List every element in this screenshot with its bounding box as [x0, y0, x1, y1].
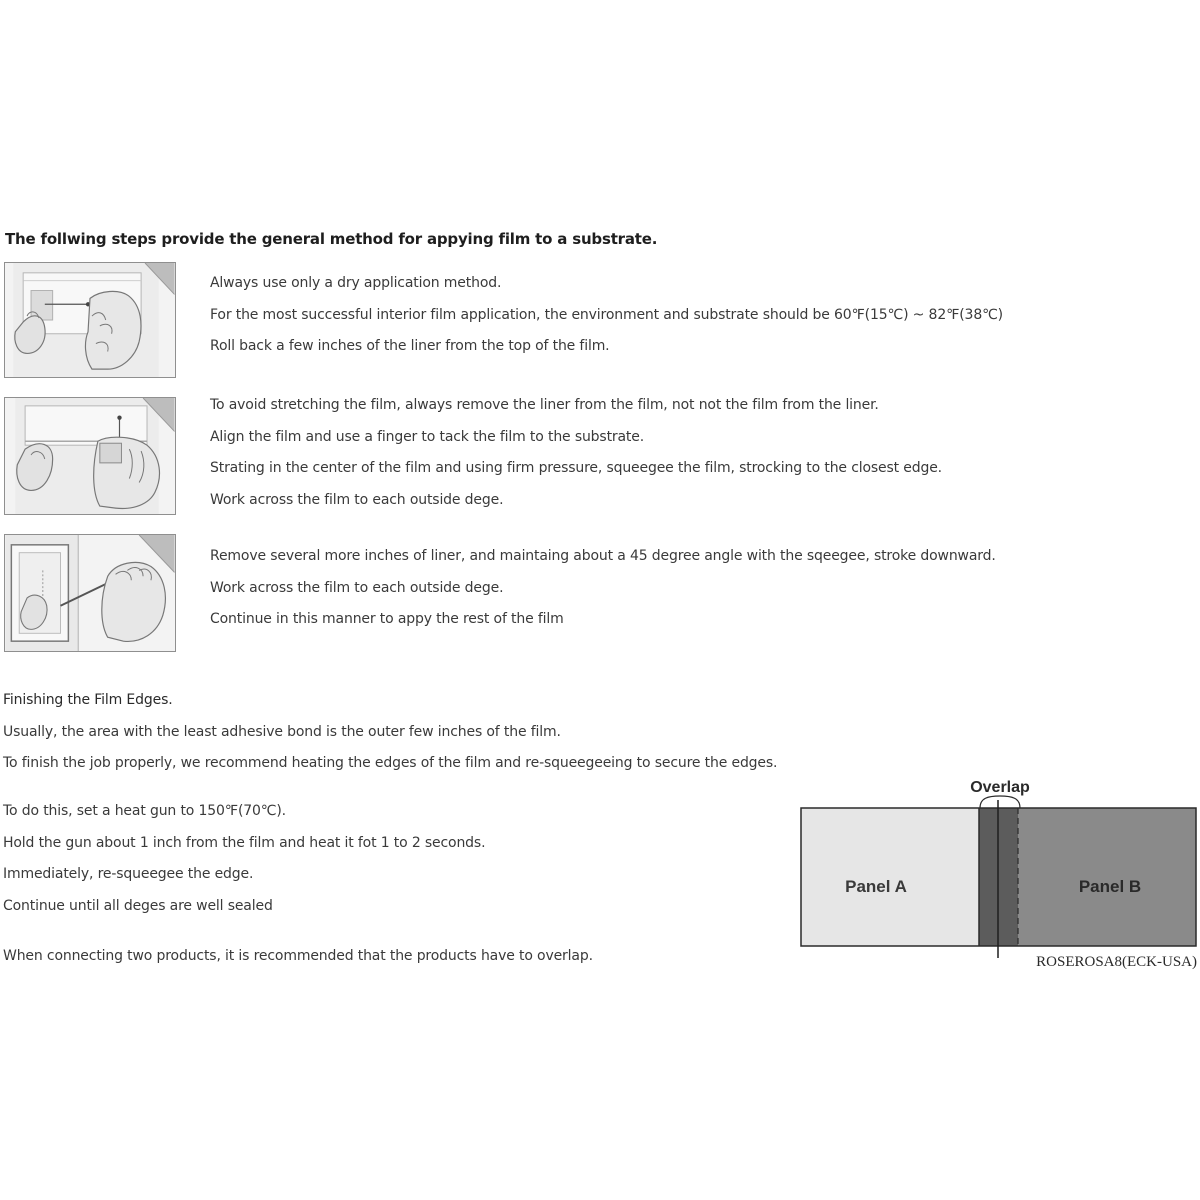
heat-line: To do this, set a heat gun to 150℉(70℃).	[3, 803, 286, 819]
finishing-section	[3, 685, 777, 780]
product-code-label: ROSEROSA8(ECK-USA)	[1036, 954, 1197, 970]
step-3-line: Continue in this manner to appy the rest of the film	[210, 611, 564, 627]
finishing-line: Usually, the area with the least adhesive bond is the outer few inches of the film.	[3, 723, 561, 740]
overlap-note: When connecting two products, it is recommended that the products have to overlap.	[3, 948, 593, 964]
step-1-illustration	[4, 262, 176, 378]
finishing-heading: Finishing the Film Edges.	[3, 692, 173, 708]
step-1-line: Always use only a dry application method.	[210, 275, 502, 291]
step-2-line: Work across the film to each outside dege.	[210, 491, 504, 508]
overlap-bracket	[980, 796, 1020, 808]
step-3-line: Work across the film to each outside dege.	[210, 579, 504, 596]
heat-line: Continue until all deges are well sealed	[3, 897, 273, 914]
peel-liner-illustration	[5, 263, 175, 377]
step-3-illustration	[4, 534, 176, 652]
intro-heading: The follwing steps provide the general method for appying film to a substrate.	[5, 230, 658, 248]
heat-gun-instructions	[3, 796, 485, 922]
step-1-line: Roll back a few inches of the liner from the top of the film.	[210, 338, 610, 354]
step-1-line: For the most successful interior film application, the environment and substrate should be 60℉(15℃) ~ 82℉(38℃)	[210, 306, 1003, 323]
step-1-instructions	[210, 268, 1003, 363]
step-3-instructions	[210, 541, 996, 636]
step-3-line: Remove several more inches of liner, and maintaing about a 45 degree angle with the sqeegee, stroke downward.	[210, 548, 996, 564]
squeegee-downward-illustration	[5, 535, 175, 651]
step-2-line: To avoid stretching the film, always remove the liner from the film, not not the film from the liner.	[210, 397, 879, 413]
step-2-instructions	[210, 390, 942, 516]
finishing-line: To finish the job properly, we recommend heating the edges of the film and re-squeegeeing to secure the edges.	[3, 755, 778, 771]
step-2-line: Align the film and use a finger to tack the film to the substrate.	[210, 428, 645, 445]
overlap-diagram	[790, 770, 1200, 975]
heat-line: Immediately, re-squeegee the edge.	[3, 866, 254, 882]
step-2-illustration	[4, 397, 176, 515]
tack-film-illustration	[5, 398, 175, 514]
panel-b-label: Panel B	[1078, 877, 1142, 896]
overlap-label: Overlap	[970, 779, 1030, 796]
panel-a-label: Panel A	[845, 877, 907, 896]
heat-line: Hold the gun about 1 inch from the film and heat it fot 1 to 2 seconds.	[3, 834, 486, 851]
step-2-line: Strating in the center of the film and using firm pressure, squeegee the film, strocking to the closest edge.	[210, 460, 942, 476]
